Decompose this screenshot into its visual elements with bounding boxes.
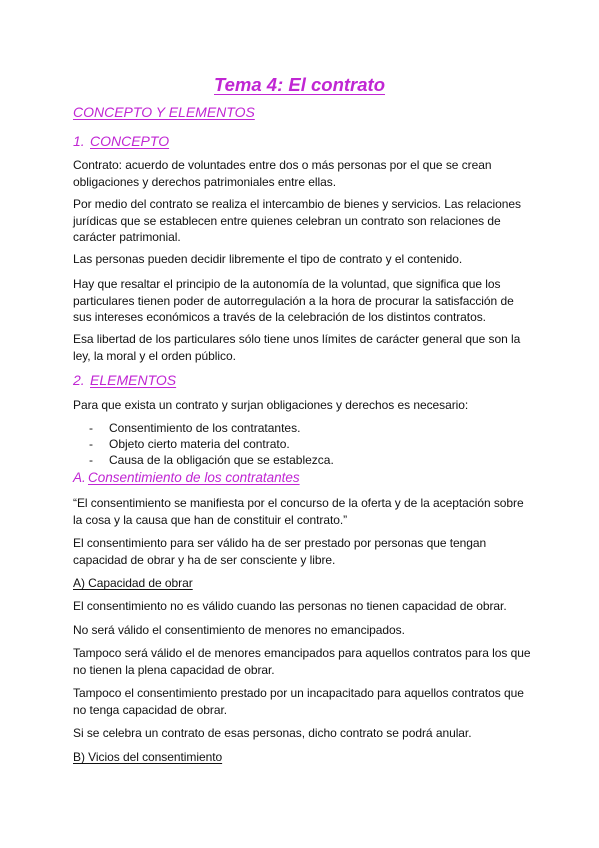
heading-text: Consentimiento de los contratantes — [88, 470, 300, 485]
paragraph-capacidad-1: El consentimiento no es válido cuando las personas no tienen capacidad de obrar. — [73, 599, 507, 613]
subheading-capacidad: A) Capacidad de obrar — [73, 576, 193, 590]
paragraph-libertad: Las personas pueden decidir libremente el tipo de contrato y el contenido. — [73, 252, 463, 266]
list-item-text: Consentimiento de los contratantes. — [109, 421, 301, 435]
page-title: Tema 4: El contrato — [214, 74, 385, 95]
paragraph-capacidad-5: Si se celebra un contrato de esas personas, dicho contrato se podrá anular. — [73, 726, 472, 740]
elements-list — [89, 420, 334, 468]
paragraph-capacidad-4: Tampoco el consentimiento prestado por un incapacitado para aquellos contratos que no tenga capacidad de obrar. — [73, 686, 524, 717]
paragraph-validez: El consentimiento para ser válido ha de ser prestado por personas que tengan capacidad de obrar y ha de ser consciente y libre. — [73, 536, 487, 567]
bullet-dash: - — [89, 437, 93, 451]
heading-letter: A. — [73, 470, 86, 485]
paragraph-capacidad-3: Tampoco será válido el de menores emancipados para aquellos contratos para los que no tienen la plena capacidad de obrar. — [73, 646, 531, 677]
bullet-dash: - — [89, 453, 93, 467]
bullet-dash: - — [89, 421, 93, 435]
list-item — [89, 436, 334, 452]
list-item — [89, 420, 334, 436]
heading-text: ELEMENTOS — [90, 372, 177, 388]
list-item-text: Causa de la obligación que se establezca. — [109, 453, 334, 467]
heading-elementos — [73, 372, 176, 388]
paragraph-intercambio: Por medio del contrato se realiza el intercambio de bienes y servicios. Las relaciones jurídicas que se establecen entre quienes celebran un contrato son relaciones de carácter patrimonial. — [73, 197, 521, 244]
heading-concepto — [73, 133, 169, 149]
paragraph-cita: “El consentimiento se manifiesta por el concurso de la oferta y de la aceptación sobre la cosa y la causa que han de constituir el contrato.” — [73, 496, 524, 527]
heading-text: CONCEPTO — [90, 133, 170, 149]
heading-consentimiento — [73, 470, 300, 485]
heading-number: 2. — [73, 372, 85, 388]
subheading-vicios: B) Vicios del consentimiento — [73, 750, 223, 764]
paragraph-limites: Esa libertad de los particulares sólo tiene unos límites de carácter general que son la ley, la moral y el orden público. — [73, 332, 521, 363]
section-heading — [73, 104, 255, 120]
paragraph-autonomia: Hay que resaltar el principio de la autonomía de la voluntad, que significa que los particulares tienen poder de autorregulación a la hora de procurar la satisfacción de sus intereses económicos a través de la celebración de los distintos contratos. — [73, 277, 514, 324]
list-item-text: Objeto cierto materia del contrato. — [109, 437, 290, 451]
paragraph-requisitos: Para que exista un contrato y surjan obligaciones y derechos es necesario: — [73, 398, 469, 412]
paragraph-definicion: Contrato: acuerdo de voluntades entre dos o más personas por el que se crean obligaciones y derechos patrimoniales entre ellas. — [73, 158, 492, 189]
list-item — [89, 452, 334, 468]
section-heading-text: CONCEPTO Y ELEMENTOS — [73, 104, 255, 120]
paragraph-capacidad-2: No será válido el consentimiento de menores no emancipados. — [73, 623, 405, 637]
heading-number: 1. — [73, 133, 85, 149]
